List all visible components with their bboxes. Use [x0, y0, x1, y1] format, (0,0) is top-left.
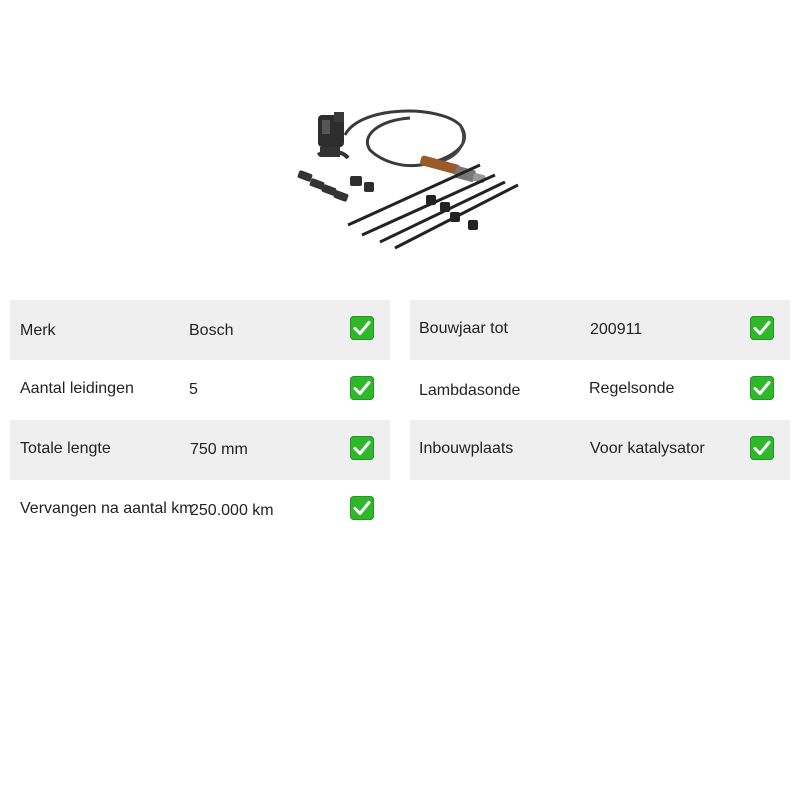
spec-value: 200911 — [590, 321, 643, 338]
check-mark-icon — [350, 436, 374, 460]
spec-label: Inbouwplaats — [419, 440, 514, 457]
check-mark-icon — [750, 376, 774, 400]
spec-row — [410, 360, 790, 420]
spec-value: 250.000 km — [190, 502, 274, 519]
spec-table-left — [10, 300, 390, 540]
spec-value: Voor katalysator — [590, 440, 705, 457]
spec-row — [410, 300, 790, 360]
lambda-sensor-image — [290, 100, 525, 255]
spec-value: Regelsonde — [589, 380, 675, 397]
spec-row — [410, 420, 790, 480]
check-mark-icon — [350, 496, 374, 520]
spec-label: Aantal leidingen — [20, 380, 134, 397]
spec-label: Bouwjaar tot — [419, 320, 508, 337]
product-image — [290, 100, 525, 255]
spec-value: 5 — [189, 381, 198, 398]
spec-row — [10, 360, 390, 420]
spec-row — [10, 480, 390, 540]
check-mark-icon — [350, 316, 374, 340]
spec-row — [10, 300, 390, 360]
spec-value: 750 mm — [190, 441, 248, 458]
spec-label: Vervangen na aantal km — [20, 500, 193, 517]
spec-row — [10, 420, 390, 480]
check-mark-icon — [750, 436, 774, 460]
spec-label: Totale lengte — [20, 440, 111, 457]
spec-label: Merk — [20, 322, 56, 339]
check-mark-icon — [750, 316, 774, 340]
spec-value: Bosch — [189, 322, 234, 339]
check-mark-icon — [350, 376, 374, 400]
spec-table-right — [410, 300, 790, 480]
spec-label: Lambdasonde — [419, 382, 521, 399]
